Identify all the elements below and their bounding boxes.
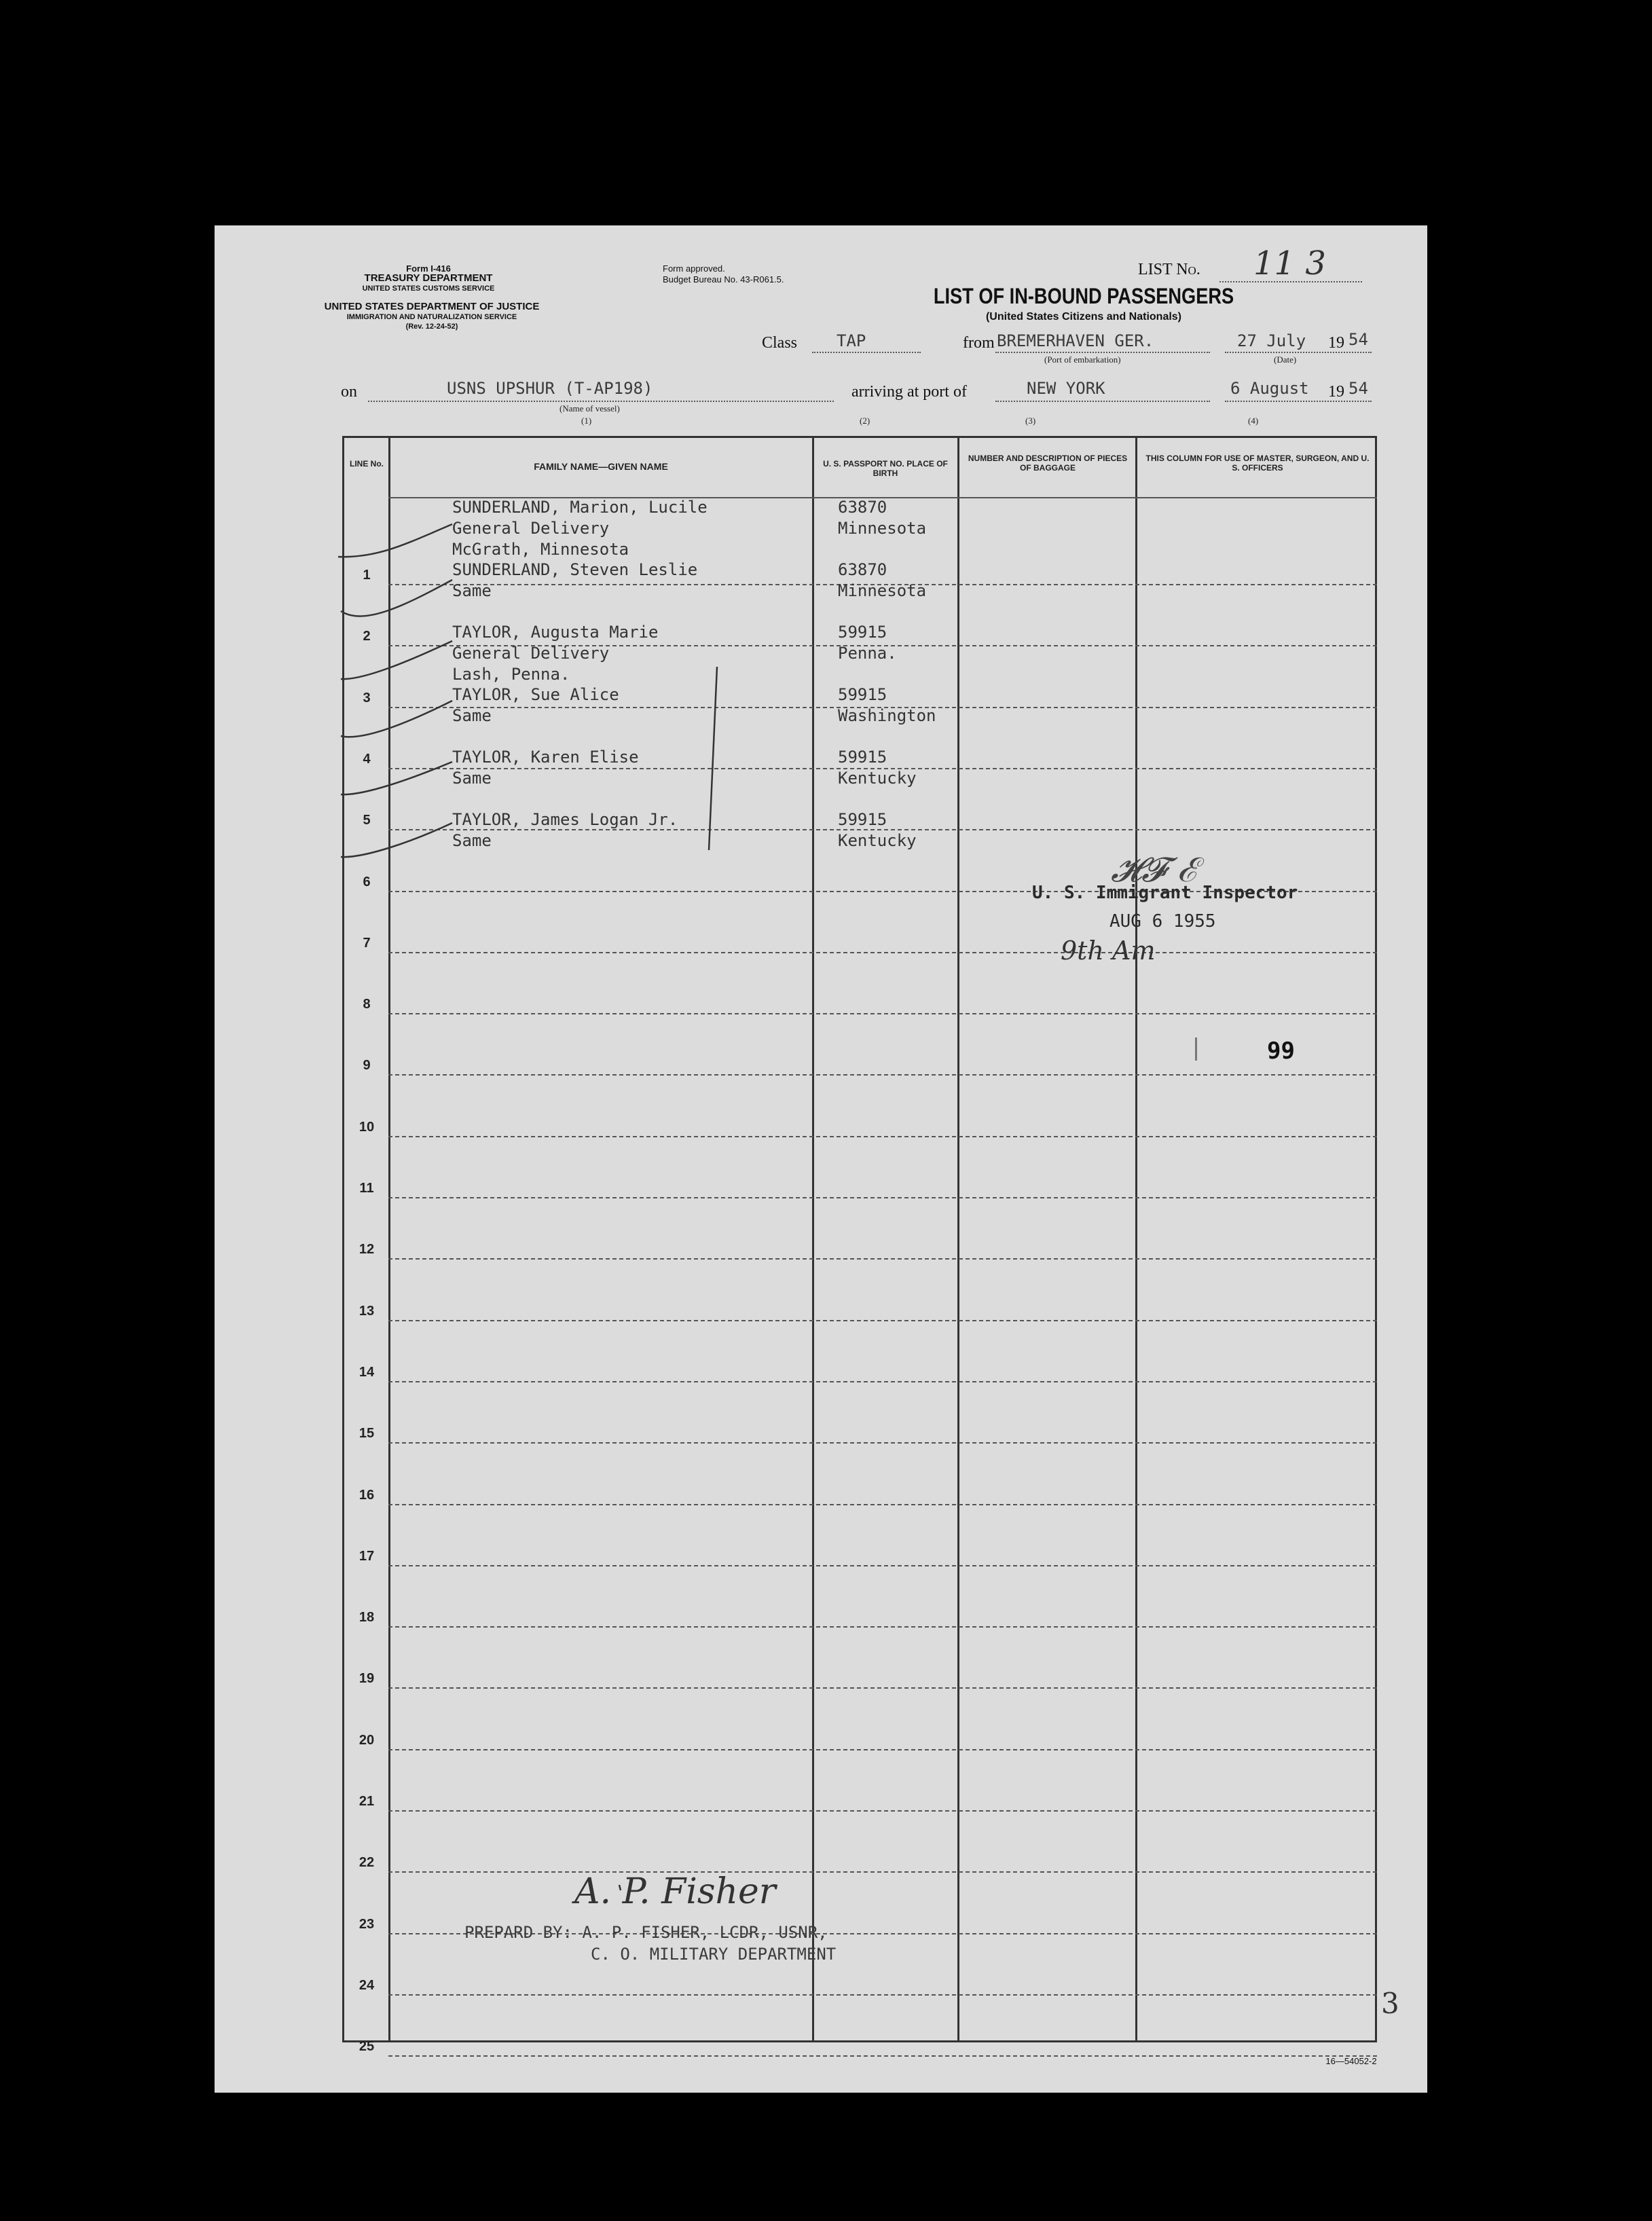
- passenger-address: Lash, Penna.: [452, 665, 570, 684]
- hand-note: 9th Am: [1061, 936, 1156, 966]
- place-of-birth: Minnesota: [838, 519, 927, 538]
- place-of-birth: Penna.: [838, 644, 897, 663]
- arrival-port: NEW YORK: [1027, 379, 1105, 398]
- passenger-address: Same: [452, 831, 492, 850]
- line-number: 24: [359, 1977, 375, 1993]
- ins-label: IMMIGRATION AND NATURALIZATION SERVICE: [346, 313, 517, 321]
- form-code: 16—54052-2: [1325, 2056, 1377, 2066]
- passport-number: 59915: [838, 748, 887, 767]
- line-number: 7: [363, 935, 371, 951]
- class-label: Class: [762, 334, 798, 352]
- line-number: 23: [359, 1916, 375, 1932]
- date-caption: (Date): [1274, 354, 1297, 365]
- treasury-label: TREASURY DEPARTMENT: [364, 272, 493, 284]
- depart-year-prefix: 19: [1328, 334, 1344, 352]
- passenger-name: SUNDERLAND, Marion, Lucile: [452, 498, 708, 517]
- vessel-name: USNS UPSHUR (T-AP198): [447, 379, 653, 398]
- page-mark: 3: [1381, 1987, 1399, 2020]
- page-title: LIST OF IN-BOUND PASSENGERS: [933, 284, 1234, 308]
- passenger-address: General Delivery: [452, 644, 610, 663]
- passenger-address: Same: [452, 581, 492, 600]
- arriving-label: arriving at port of: [851, 383, 967, 401]
- line-number: 16: [359, 1487, 375, 1503]
- arrive-year-prefix: 19: [1328, 383, 1344, 401]
- line-number: 12: [359, 1242, 375, 1258]
- passenger-name: TAYLOR, James Logan Jr.: [452, 810, 678, 829]
- passport-number: 59915: [838, 623, 887, 642]
- preparer-line-1: PREPARD BY: A. P. FISHER, LCDR, USNR,: [464, 1923, 828, 1942]
- place-of-birth: Kentucky: [838, 769, 917, 788]
- passport-number: 59915: [838, 685, 887, 704]
- passenger-name: TAYLOR, Sue Alice: [452, 685, 619, 704]
- arrive-date: 6 August: [1230, 379, 1309, 398]
- header-line-no: LINE No.: [350, 459, 384, 469]
- page-subtitle: (United States Citizens and Nationals): [985, 311, 1182, 323]
- passenger-address: Same: [452, 769, 492, 788]
- from-value: BREMERHAVEN GER.: [997, 331, 1154, 350]
- justice-label: UNITED STATES DEPARTMENT OF JUSTICE: [324, 301, 540, 312]
- line-number: 6: [363, 874, 371, 889]
- passenger-name: TAYLOR, Karen Elise: [452, 748, 639, 767]
- line-number: 10: [359, 1119, 375, 1135]
- form-number: Form I-416: [406, 263, 451, 274]
- place-of-birth: Washington: [838, 706, 936, 725]
- line-number: 8: [363, 997, 371, 1012]
- preparer-signature: A. P. Fisher: [574, 1871, 776, 1912]
- line-number: 18: [359, 1610, 375, 1626]
- vessel-caption: (Name of vessel): [559, 403, 620, 414]
- header-officers: THIS COLUMN FOR USE OF MASTER, SURGEON, AND U. S. OFFICERS: [1145, 454, 1370, 473]
- passenger-name: TAYLOR, Augusta Marie: [452, 623, 659, 642]
- document-page: [215, 225, 1427, 2093]
- revision-label: (Rev. 12-24-52): [405, 323, 458, 331]
- inspector-signature: 𝓗𝓕 ℰ: [1111, 850, 1197, 889]
- col-num-1: (1): [581, 416, 592, 426]
- handwritten-check-marks: [215, 225, 1427, 2093]
- header-name: FAMILY NAME—GIVEN NAME: [534, 461, 668, 472]
- place-of-birth: Kentucky: [838, 831, 917, 850]
- col-num-4: (4): [1248, 416, 1259, 426]
- line-number: 19: [359, 1671, 375, 1687]
- budget-bureau: Budget Bureau No. 43-R061.5.: [663, 274, 784, 284]
- passenger-address: General Delivery: [452, 519, 610, 538]
- on-label: on: [341, 383, 357, 401]
- passenger-address: McGrath, Minnesota: [452, 540, 629, 559]
- line-number: 9: [363, 1058, 371, 1073]
- line-number: 25: [359, 2039, 375, 2055]
- line-number: 22: [359, 1855, 375, 1871]
- customs-label: UNITED STATES CUSTOMS SERVICE: [362, 284, 495, 293]
- line-number: 11: [359, 1181, 374, 1196]
- passenger-address: Same: [452, 706, 492, 725]
- line-number: 17: [359, 1548, 375, 1564]
- class-value: TAP: [837, 331, 866, 350]
- header-passport: U. S. PASSPORT NO. PLACE OF BIRTH: [823, 459, 948, 478]
- passport-number: 59915: [838, 810, 887, 829]
- from-label: from: [963, 334, 995, 352]
- line-number: 14: [359, 1364, 375, 1380]
- line-number: 4: [363, 751, 371, 767]
- line-number: 1: [363, 568, 371, 583]
- stamp-mark: 99: [1267, 1038, 1295, 1065]
- line-number: 15: [359, 1426, 375, 1442]
- preparer-line-2: C. O. MILITARY DEPARTMENT: [591, 1945, 837, 1964]
- list-no-label: LIST No.: [1138, 261, 1200, 278]
- passport-number: 63870: [838, 560, 887, 579]
- passport-number: 63870: [838, 498, 887, 517]
- passenger-name: SUNDERLAND, Steven Leslie: [452, 560, 698, 579]
- line-number: 2: [363, 629, 371, 644]
- inspector-stamp: U. S. Immigrant Inspector: [1032, 883, 1298, 903]
- depart-date: 27 July: [1237, 331, 1306, 350]
- col-num-2: (2): [860, 416, 870, 426]
- line-number: 3: [363, 690, 371, 705]
- stamp-date: AUG 6 1955: [1109, 911, 1216, 932]
- depart-year: 54: [1348, 330, 1368, 349]
- faint-mark: [1195, 1038, 1197, 1061]
- place-of-birth: Minnesota: [838, 581, 927, 600]
- port-caption: (Port of embarkation): [1044, 354, 1121, 365]
- header-baggage: NUMBER AND DESCRIPTION OF PIECES OF BAGGAGE: [968, 454, 1128, 473]
- col-num-3: (3): [1025, 416, 1036, 426]
- list-no-value: 11 3: [1253, 244, 1326, 282]
- line-number: 5: [363, 813, 371, 828]
- line-number: 20: [359, 1732, 375, 1748]
- form-approved: Form approved.: [663, 263, 725, 274]
- arrive-year: 54: [1348, 379, 1368, 398]
- line-number: 13: [359, 1303, 375, 1319]
- line-number: 21: [359, 1794, 375, 1809]
